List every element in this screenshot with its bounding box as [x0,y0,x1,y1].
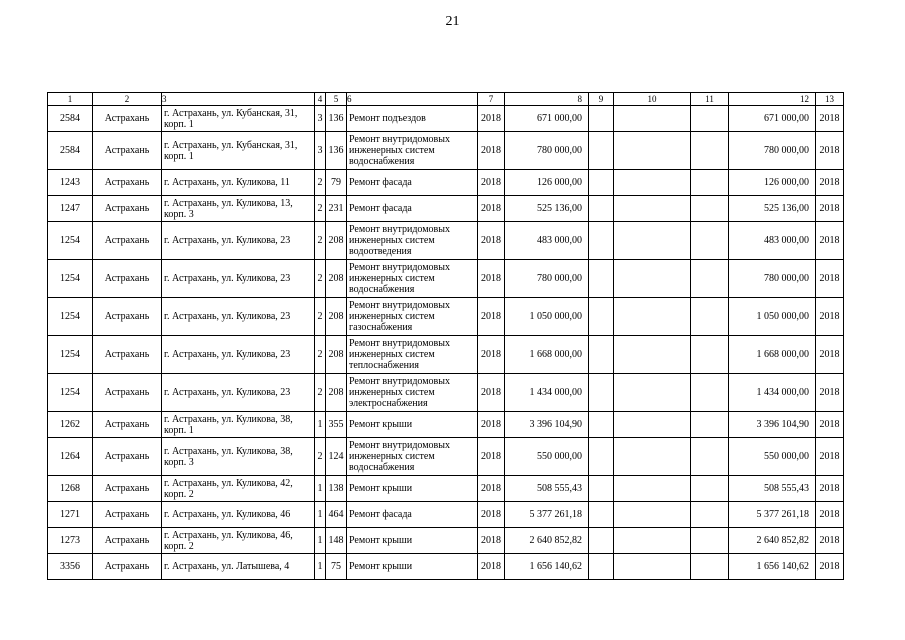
cell-col-7: 2018 [478,476,505,502]
cell-col-8: 1 656 140,62 [505,554,589,580]
cell-col-13: 2018 [816,438,844,476]
cell-col-2: Астрахань [93,528,162,554]
cell-col-13: 2018 [816,132,844,170]
table-body [48,106,844,580]
cell-col-1: 1247 [48,196,93,222]
cell-col-11 [691,336,729,374]
cell-col-3: г. Астрахань, ул. Кубанская, 31, корп. 1 [162,132,315,170]
cell-col-9 [589,554,614,580]
cell-col-6: Ремонт внутридомовых инженерных систем водоснабжения [347,438,478,476]
cell-col-5: 208 [326,336,347,374]
cell-col-6: Ремонт крыши [347,528,478,554]
table-row [48,476,844,502]
cell-col-10 [614,196,691,222]
cell-col-13: 2018 [816,222,844,260]
cell-col-12: 550 000,00 [729,438,816,476]
cell-col-6: Ремонт внутридомовых инженерных систем водоснабжения [347,132,478,170]
cell-col-4: 1 [315,554,326,580]
cell-col-3: г. Астрахань, ул. Куликова, 46 [162,502,315,528]
cell-col-1: 3356 [48,554,93,580]
cell-col-5: 208 [326,222,347,260]
column-header-10: 10 [614,93,691,106]
cell-col-7: 2018 [478,336,505,374]
cell-col-5: 208 [326,260,347,298]
cell-col-5: 355 [326,412,347,438]
cell-col-10 [614,222,691,260]
cell-col-12: 508 555,43 [729,476,816,502]
cell-col-2: Астрахань [93,132,162,170]
cell-col-3: г. Астрахань, ул. Куликова, 23 [162,336,315,374]
cell-col-2: Астрахань [93,502,162,528]
cell-col-7: 2018 [478,412,505,438]
cell-col-11 [691,260,729,298]
cell-col-10 [614,528,691,554]
cell-col-8: 483 000,00 [505,222,589,260]
cell-col-9 [589,528,614,554]
table-row [48,438,844,476]
cell-col-9 [589,502,614,528]
cell-col-1: 1254 [48,298,93,336]
cell-col-2: Астрахань [93,260,162,298]
cell-col-13: 2018 [816,374,844,412]
cell-col-4: 2 [315,438,326,476]
cell-col-10 [614,132,691,170]
cell-col-6: Ремонт крыши [347,412,478,438]
cell-col-12: 1 668 000,00 [729,336,816,374]
cell-col-13: 2018 [816,502,844,528]
table-row [48,196,844,222]
cell-col-7: 2018 [478,374,505,412]
column-header-11: 11 [691,93,729,106]
cell-col-5: 231 [326,196,347,222]
cell-col-7: 2018 [478,222,505,260]
table-row [48,106,844,132]
cell-col-4: 2 [315,298,326,336]
cell-col-10 [614,438,691,476]
cell-col-10 [614,554,691,580]
cell-col-6: Ремонт внутридомовых инженерных систем газоснабжения [347,298,478,336]
cell-col-1: 2584 [48,106,93,132]
cell-col-6: Ремонт подъездов [347,106,478,132]
table-row [48,222,844,260]
cell-col-12: 780 000,00 [729,260,816,298]
table-row [48,374,844,412]
cell-col-5: 208 [326,298,347,336]
cell-col-3: г. Астрахань, ул. Куликова, 38, корп. 1 [162,412,315,438]
cell-col-6: Ремонт крыши [347,476,478,502]
cell-col-2: Астрахань [93,196,162,222]
cell-col-7: 2018 [478,298,505,336]
cell-col-13: 2018 [816,336,844,374]
table-row [48,132,844,170]
column-header-1: 1 [48,93,93,106]
column-header-3: 3 [162,93,315,106]
cell-col-4: 1 [315,528,326,554]
cell-col-2: Астрахань [93,412,162,438]
cell-col-11 [691,170,729,196]
column-header-4: 4 [315,93,326,106]
cell-col-1: 1243 [48,170,93,196]
cell-col-3: г. Астрахань, ул. Куликова, 23 [162,374,315,412]
cell-col-5: 79 [326,170,347,196]
cell-col-3: г. Астрахань, ул. Латышева, 4 [162,554,315,580]
cell-col-11 [691,132,729,170]
cell-col-8: 508 555,43 [505,476,589,502]
column-header-6: 6 [347,93,478,106]
cell-col-5: 138 [326,476,347,502]
cell-col-6: Ремонт внутридомовых инженерных систем электроснабжения [347,374,478,412]
cell-col-4: 2 [315,336,326,374]
cell-col-5: 136 [326,132,347,170]
cell-col-8: 525 136,00 [505,196,589,222]
cell-col-1: 1271 [48,502,93,528]
cell-col-11 [691,222,729,260]
column-header-8: 8 [505,93,589,106]
cell-col-9 [589,106,614,132]
cell-col-11 [691,438,729,476]
cell-col-4: 2 [315,374,326,412]
cell-col-2: Астрахань [93,106,162,132]
repair-program-table [47,92,844,580]
cell-col-11 [691,106,729,132]
cell-col-9 [589,336,614,374]
cell-col-7: 2018 [478,438,505,476]
cell-col-1: 1254 [48,374,93,412]
cell-col-10 [614,106,691,132]
cell-col-12: 126 000,00 [729,170,816,196]
cell-col-6: Ремонт крыши [347,554,478,580]
cell-col-9 [589,196,614,222]
cell-col-12: 1 434 000,00 [729,374,816,412]
cell-col-10 [614,476,691,502]
cell-col-5: 136 [326,106,347,132]
cell-col-12: 780 000,00 [729,132,816,170]
cell-col-4: 3 [315,132,326,170]
cell-col-9 [589,170,614,196]
table-row [48,298,844,336]
cell-col-6: Ремонт фасада [347,196,478,222]
cell-col-7: 2018 [478,554,505,580]
cell-col-10 [614,170,691,196]
column-header-12: 12 [729,93,816,106]
cell-col-5: 75 [326,554,347,580]
cell-col-13: 2018 [816,298,844,336]
table-row [48,528,844,554]
cell-col-8: 1 434 000,00 [505,374,589,412]
cell-col-11 [691,298,729,336]
cell-col-7: 2018 [478,170,505,196]
cell-col-6: Ремонт фасада [347,170,478,196]
cell-col-4: 1 [315,412,326,438]
cell-col-2: Астрахань [93,438,162,476]
cell-col-1: 1254 [48,222,93,260]
cell-col-1: 1262 [48,412,93,438]
cell-col-1: 1268 [48,476,93,502]
cell-col-9 [589,412,614,438]
table-row [48,412,844,438]
cell-col-8: 3 396 104,90 [505,412,589,438]
cell-col-7: 2018 [478,196,505,222]
cell-col-11 [691,476,729,502]
cell-col-12: 1 656 140,62 [729,554,816,580]
cell-col-2: Астрахань [93,170,162,196]
column-header-9: 9 [589,93,614,106]
cell-col-13: 2018 [816,412,844,438]
cell-col-3: г. Астрахань, ул. Куликова, 38, корп. 3 [162,438,315,476]
cell-col-8: 1 050 000,00 [505,298,589,336]
cell-col-11 [691,196,729,222]
cell-col-7: 2018 [478,260,505,298]
cell-col-2: Астрахань [93,298,162,336]
cell-col-2: Астрахань [93,476,162,502]
cell-col-6: Ремонт внутридомовых инженерных систем водоснабжения [347,260,478,298]
cell-col-4: 1 [315,476,326,502]
cell-col-12: 671 000,00 [729,106,816,132]
cell-col-2: Астрахань [93,336,162,374]
column-header-13: 13 [816,93,844,106]
table-row [48,260,844,298]
cell-col-4: 3 [315,106,326,132]
cell-col-10 [614,336,691,374]
cell-col-8: 780 000,00 [505,132,589,170]
cell-col-1: 1254 [48,336,93,374]
cell-col-2: Астрахань [93,554,162,580]
cell-col-8: 550 000,00 [505,438,589,476]
cell-col-12: 5 377 261,18 [729,502,816,528]
cell-col-5: 148 [326,528,347,554]
cell-col-11 [691,554,729,580]
cell-col-13: 2018 [816,528,844,554]
cell-col-1: 2584 [48,132,93,170]
cell-col-11 [691,412,729,438]
cell-col-12: 1 050 000,00 [729,298,816,336]
cell-col-11 [691,502,729,528]
cell-col-12: 3 396 104,90 [729,412,816,438]
cell-col-12: 2 640 852,82 [729,528,816,554]
cell-col-13: 2018 [816,554,844,580]
cell-col-3: г. Астрахань, ул. Куликова, 23 [162,298,315,336]
table-row [48,554,844,580]
cell-col-8: 671 000,00 [505,106,589,132]
cell-col-2: Астрахань [93,374,162,412]
table-row [48,170,844,196]
table-row [48,502,844,528]
cell-col-13: 2018 [816,196,844,222]
cell-col-8: 2 640 852,82 [505,528,589,554]
cell-col-5: 208 [326,374,347,412]
cell-col-4: 2 [315,222,326,260]
cell-col-10 [614,260,691,298]
cell-col-7: 2018 [478,132,505,170]
cell-col-13: 2018 [816,476,844,502]
cell-col-6: Ремонт фасада [347,502,478,528]
cell-col-9 [589,260,614,298]
cell-col-9 [589,476,614,502]
cell-col-2: Астрахань [93,222,162,260]
cell-col-8: 780 000,00 [505,260,589,298]
cell-col-1: 1273 [48,528,93,554]
cell-col-10 [614,374,691,412]
cell-col-9 [589,222,614,260]
cell-col-3: г. Астрахань, ул. Куликова, 13, корп. 3 [162,196,315,222]
column-header-7: 7 [478,93,505,106]
cell-col-9 [589,298,614,336]
cell-col-3: г. Астрахань, ул. Куликова, 23 [162,222,315,260]
cell-col-3: г. Астрахань, ул. Куликова, 23 [162,260,315,298]
cell-col-6: Ремонт внутридомовых инженерных систем теплоснабжения [347,336,478,374]
cell-col-4: 1 [315,502,326,528]
cell-col-5: 464 [326,502,347,528]
cell-col-9 [589,374,614,412]
cell-col-7: 2018 [478,106,505,132]
cell-col-12: 525 136,00 [729,196,816,222]
cell-col-4: 2 [315,170,326,196]
cell-col-11 [691,528,729,554]
cell-col-7: 2018 [478,502,505,528]
cell-col-6: Ремонт внутридомовых инженерных систем водоотведения [347,222,478,260]
cell-col-5: 124 [326,438,347,476]
cell-col-3: г. Астрахань, ул. Кубанская, 31, корп. 1 [162,106,315,132]
page-number: 21 [445,14,460,29]
cell-col-3: г. Астрахань, ул. Куликова, 42, корп. 2 [162,476,315,502]
cell-col-12: 483 000,00 [729,222,816,260]
cell-col-7: 2018 [478,528,505,554]
cell-col-13: 2018 [816,170,844,196]
cell-col-4: 2 [315,196,326,222]
cell-col-10 [614,502,691,528]
cell-col-8: 5 377 261,18 [505,502,589,528]
cell-col-8: 1 668 000,00 [505,336,589,374]
header-row [48,93,844,106]
cell-col-9 [589,438,614,476]
cell-col-4: 2 [315,260,326,298]
cell-col-13: 2018 [816,260,844,298]
cell-col-13: 2018 [816,106,844,132]
table-row [48,336,844,374]
column-header-2: 2 [93,93,162,106]
cell-col-9 [589,132,614,170]
cell-col-11 [691,374,729,412]
cell-col-3: г. Астрахань, ул. Куликова, 46, корп. 2 [162,528,315,554]
cell-col-10 [614,412,691,438]
column-header-5: 5 [326,93,347,106]
cell-col-1: 1254 [48,260,93,298]
cell-col-10 [614,298,691,336]
cell-col-3: г. Астрахань, ул. Куликова, 11 [162,170,315,196]
cell-col-1: 1264 [48,438,93,476]
cell-col-8: 126 000,00 [505,170,589,196]
